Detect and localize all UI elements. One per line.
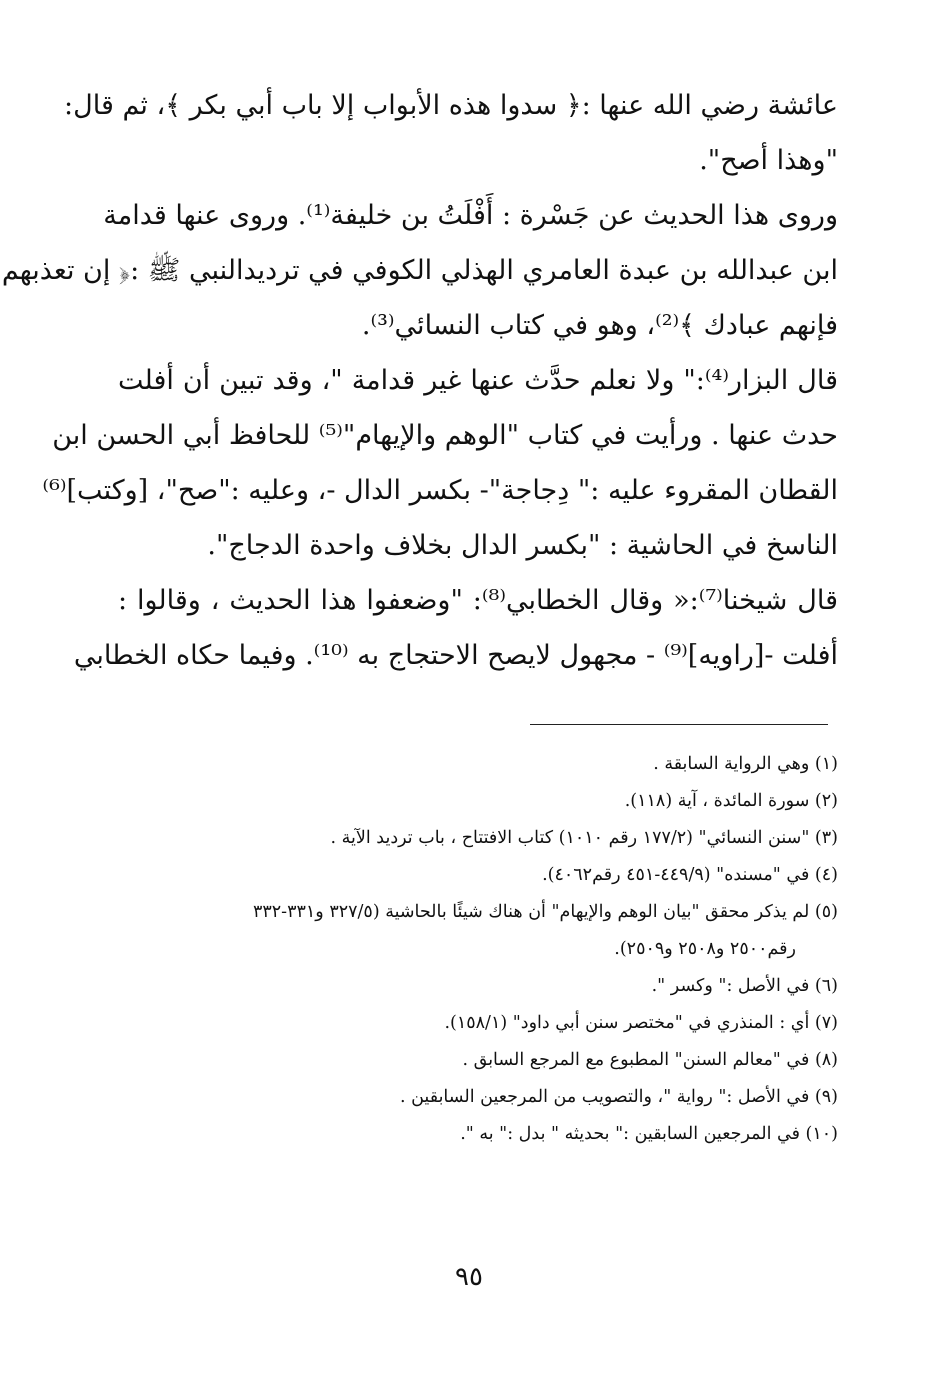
footnote: (٥) لم يذكر محقق "بيان الوهم والإيهام" أن هناك شيئًا بالحاشية (٣٢٧/٥ و٣٣١-٣٣٢ bbox=[252, 902, 838, 922]
footnotes bbox=[100, 746, 838, 1153]
footnote: (٤) في "مسنده" (٤٤٩/٩-٤٥١ رقم٤٠٦٢). bbox=[542, 865, 838, 885]
footnote: (٣) "سنن النسائي" (١٧٧/٢ رقم ١٠١٠) كتاب الافتتاح ، باب ترديد الآية . bbox=[330, 828, 838, 848]
footnote: (٦) في الأصل :" وكسر ". bbox=[651, 976, 838, 996]
footnote-separator bbox=[530, 724, 828, 725]
footnote: (٨) في "معالم السنن" المطبوع مع المرجع السابق . bbox=[462, 1050, 838, 1070]
text-line: حدث عنها . ورأيت في كتاب "الوهم والإيهام"⁽⁵⁾ للحافظ أبي الحسن ابن bbox=[52, 420, 838, 451]
text-line: الناسخ في الحاشية : "بكسر الدال بخلاف واحدة الدجاج". bbox=[207, 530, 838, 561]
page-number: ٩٥ bbox=[455, 1262, 483, 1292]
footnote: (٢) سورة المائدة ، آية (١١٨). bbox=[624, 791, 838, 811]
text-line: أفلت -[راويه]⁽⁹⁾ - مجهول لايصح الاحتجاج به ⁽¹⁰⁾. وفيما حكاه الخطابي bbox=[73, 640, 838, 671]
main-text bbox=[1, 78, 839, 683]
footnote: (١) وهي الرواية السابقة . bbox=[653, 754, 838, 774]
footnote-continuation: رقم٢٥٠٠ و٢٥٠٨ و٢٥٠٩). bbox=[614, 939, 796, 959]
text-line: القطان المقروء عليه :" دِجاجة"- بكسر الدال -، وعليه :"صح"، [وكتب]⁽⁶⁾ bbox=[42, 475, 838, 506]
text-line: قال شيخنا⁽⁷⁾:« وقال الخطابي⁽⁸⁾: "وضعفوا هذا الحديث ، وقالوا : bbox=[118, 585, 838, 616]
footnote: (٩) في الأصل :" رواية "، والتصويب من المرجعين السابقين . bbox=[399, 1087, 838, 1107]
text-line: ابن عبدالله بن عبدة العامري الهذلي الكوفي في ترديدالنبي ﷺ :﴿ إن تعذبهم bbox=[1, 255, 838, 286]
text-line: وروى هذا الحديث عن جَسْرة : أَفْلَتُ بن خليفة⁽¹⁾. وروى عنها قدامة bbox=[103, 200, 838, 231]
footnote: (٧) أي : المنذري في "مختصر سنن أبي داود" (١٥٨/١). bbox=[444, 1013, 838, 1033]
text-line: قال البزار⁽⁴⁾:" ولا نعلم حدَّث عنها غير قدامة "، وقد تبين أن أفلت bbox=[118, 365, 839, 396]
text-line: فإنهم عبادك ﴾⁽²⁾، وهو في كتاب النسائي⁽³⁾. bbox=[361, 310, 838, 341]
text-line: "وهذا أصح". bbox=[699, 145, 838, 176]
footnote: (١٠) في المرجعين السابقين :" بحديثه " بدل :" به ". bbox=[460, 1124, 838, 1144]
text-line: عائشة رضي الله عنها :﴿ سدوا هذه الأبواب إلا باب أبي بكر ﴾، ثم قال: bbox=[64, 90, 838, 121]
